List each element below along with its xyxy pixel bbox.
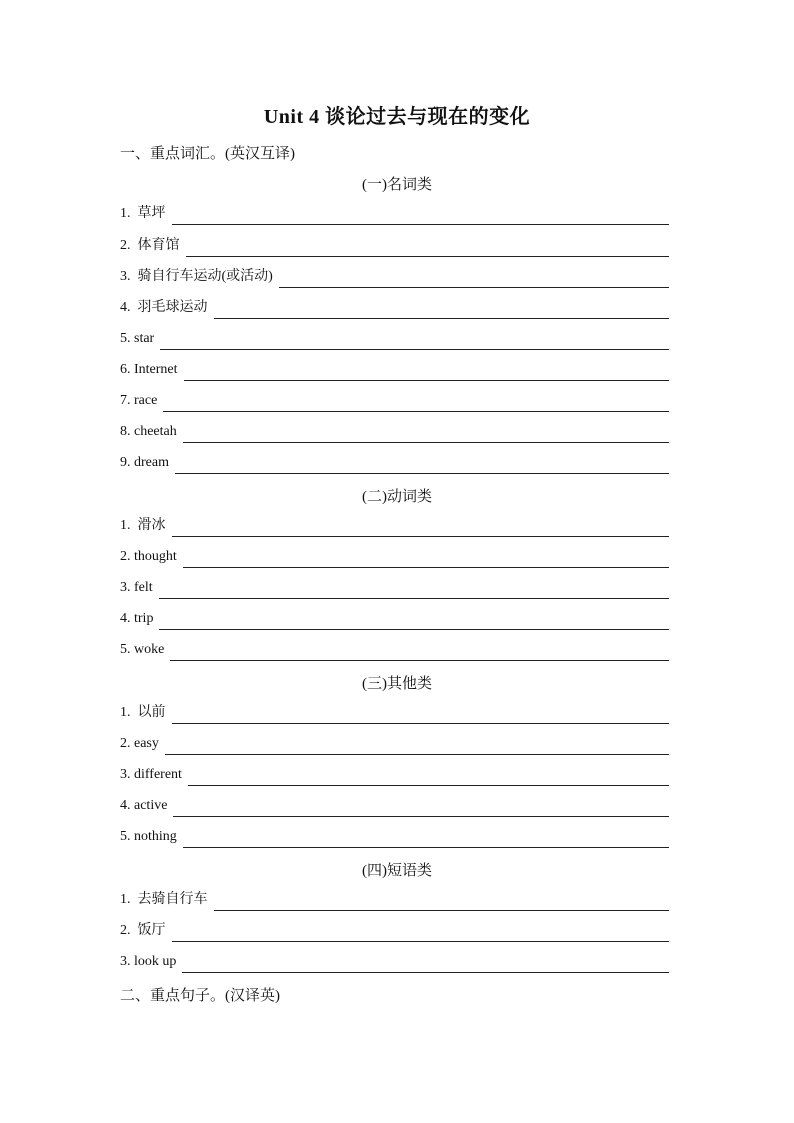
vocab-row (120, 606, 669, 630)
vocab-item-label: 3. look up (120, 954, 177, 969)
answer-line[interactable] (159, 629, 669, 630)
vocab-row (120, 201, 669, 225)
answer-line[interactable] (170, 660, 669, 661)
vocab-item-label: 9. dream (120, 455, 169, 470)
answer-line[interactable] (214, 910, 670, 911)
vocab-item-label: 7. race (120, 393, 158, 408)
vocab-item-label: 1. 草坪 (120, 206, 166, 221)
vocab-item-label: 2. easy (120, 736, 159, 751)
answer-line[interactable] (172, 723, 670, 724)
vocab-item-label: 5. woke (120, 642, 165, 657)
answer-line[interactable] (163, 411, 669, 412)
vocab-item-label: 3. different (120, 767, 182, 782)
answer-line[interactable] (173, 816, 669, 817)
subheading-nouns: (一)名词类 (362, 177, 432, 193)
vocab-row (120, 700, 669, 724)
answer-line[interactable] (182, 972, 669, 973)
vocab-item-label: 2. thought (120, 549, 177, 564)
vocab-item-label: 1. 以前 (120, 705, 166, 720)
vocab-item-label: 4. trip (120, 611, 154, 626)
subheading-others: (三)其他类 (362, 676, 432, 692)
answer-line[interactable] (160, 349, 669, 350)
vocab-row (120, 544, 669, 568)
vocab-row (120, 419, 669, 443)
vocab-row (120, 264, 669, 288)
vocab-row (120, 793, 669, 817)
vocab-item-label: 6. Internet (120, 362, 178, 377)
answer-line[interactable] (175, 473, 669, 474)
vocab-item-label: 5. star (120, 331, 155, 346)
vocab-item-label: 2. 体育馆 (120, 238, 180, 253)
answer-line[interactable] (186, 256, 670, 257)
answer-line[interactable] (172, 224, 670, 225)
vocab-row (120, 295, 669, 319)
vocab-item-label: 4. 羽毛球运动 (120, 300, 208, 315)
vocab-item-label: 2. 饭厅 (120, 923, 166, 938)
vocab-row (120, 762, 669, 786)
vocab-row (120, 450, 669, 474)
answer-line[interactable] (172, 536, 670, 537)
vocab-row (120, 575, 669, 599)
vocab-item-label: 1. 滑冰 (120, 518, 166, 533)
vocab-item-label: 4. active (120, 798, 168, 813)
vocab-item-label: 1. 去骑自行车 (120, 892, 208, 907)
vocab-row (120, 918, 669, 942)
vocab-row (120, 513, 669, 537)
section-heading-sentences: 二、重点句子。(汉译英) (120, 988, 280, 1004)
subheading-phrases: (四)短语类 (362, 863, 432, 879)
answer-line[interactable] (279, 287, 669, 288)
vocab-row (120, 233, 669, 257)
vocab-row (120, 326, 669, 350)
vocab-item-label: 5. nothing (120, 829, 177, 844)
vocab-row (120, 637, 669, 661)
vocab-row (120, 731, 669, 755)
answer-line[interactable] (159, 598, 669, 599)
answer-line[interactable] (188, 785, 669, 786)
answer-line[interactable] (214, 318, 670, 319)
answer-line[interactable] (172, 941, 670, 942)
vocab-item-label: 3. felt (120, 580, 153, 595)
answer-line[interactable] (183, 567, 669, 568)
answer-line[interactable] (183, 847, 669, 848)
answer-line[interactable] (165, 754, 669, 755)
answer-line[interactable] (184, 380, 669, 381)
answer-line[interactable] (183, 442, 669, 443)
vocab-row (120, 949, 669, 973)
vocab-row (120, 388, 669, 412)
vocab-item-label: 3. 骑自行车运动(或活动) (120, 269, 273, 284)
vocab-row (120, 824, 669, 848)
vocab-item-label: 8. cheetah (120, 424, 177, 439)
vocab-row (120, 357, 669, 381)
subheading-verbs: (二)动词类 (362, 489, 432, 505)
vocab-row (120, 887, 669, 911)
section-heading-vocabulary: 一、重点词汇。(英汉互译) (120, 146, 295, 162)
page-title: Unit 4 谈论过去与现在的变化 (263, 106, 531, 128)
